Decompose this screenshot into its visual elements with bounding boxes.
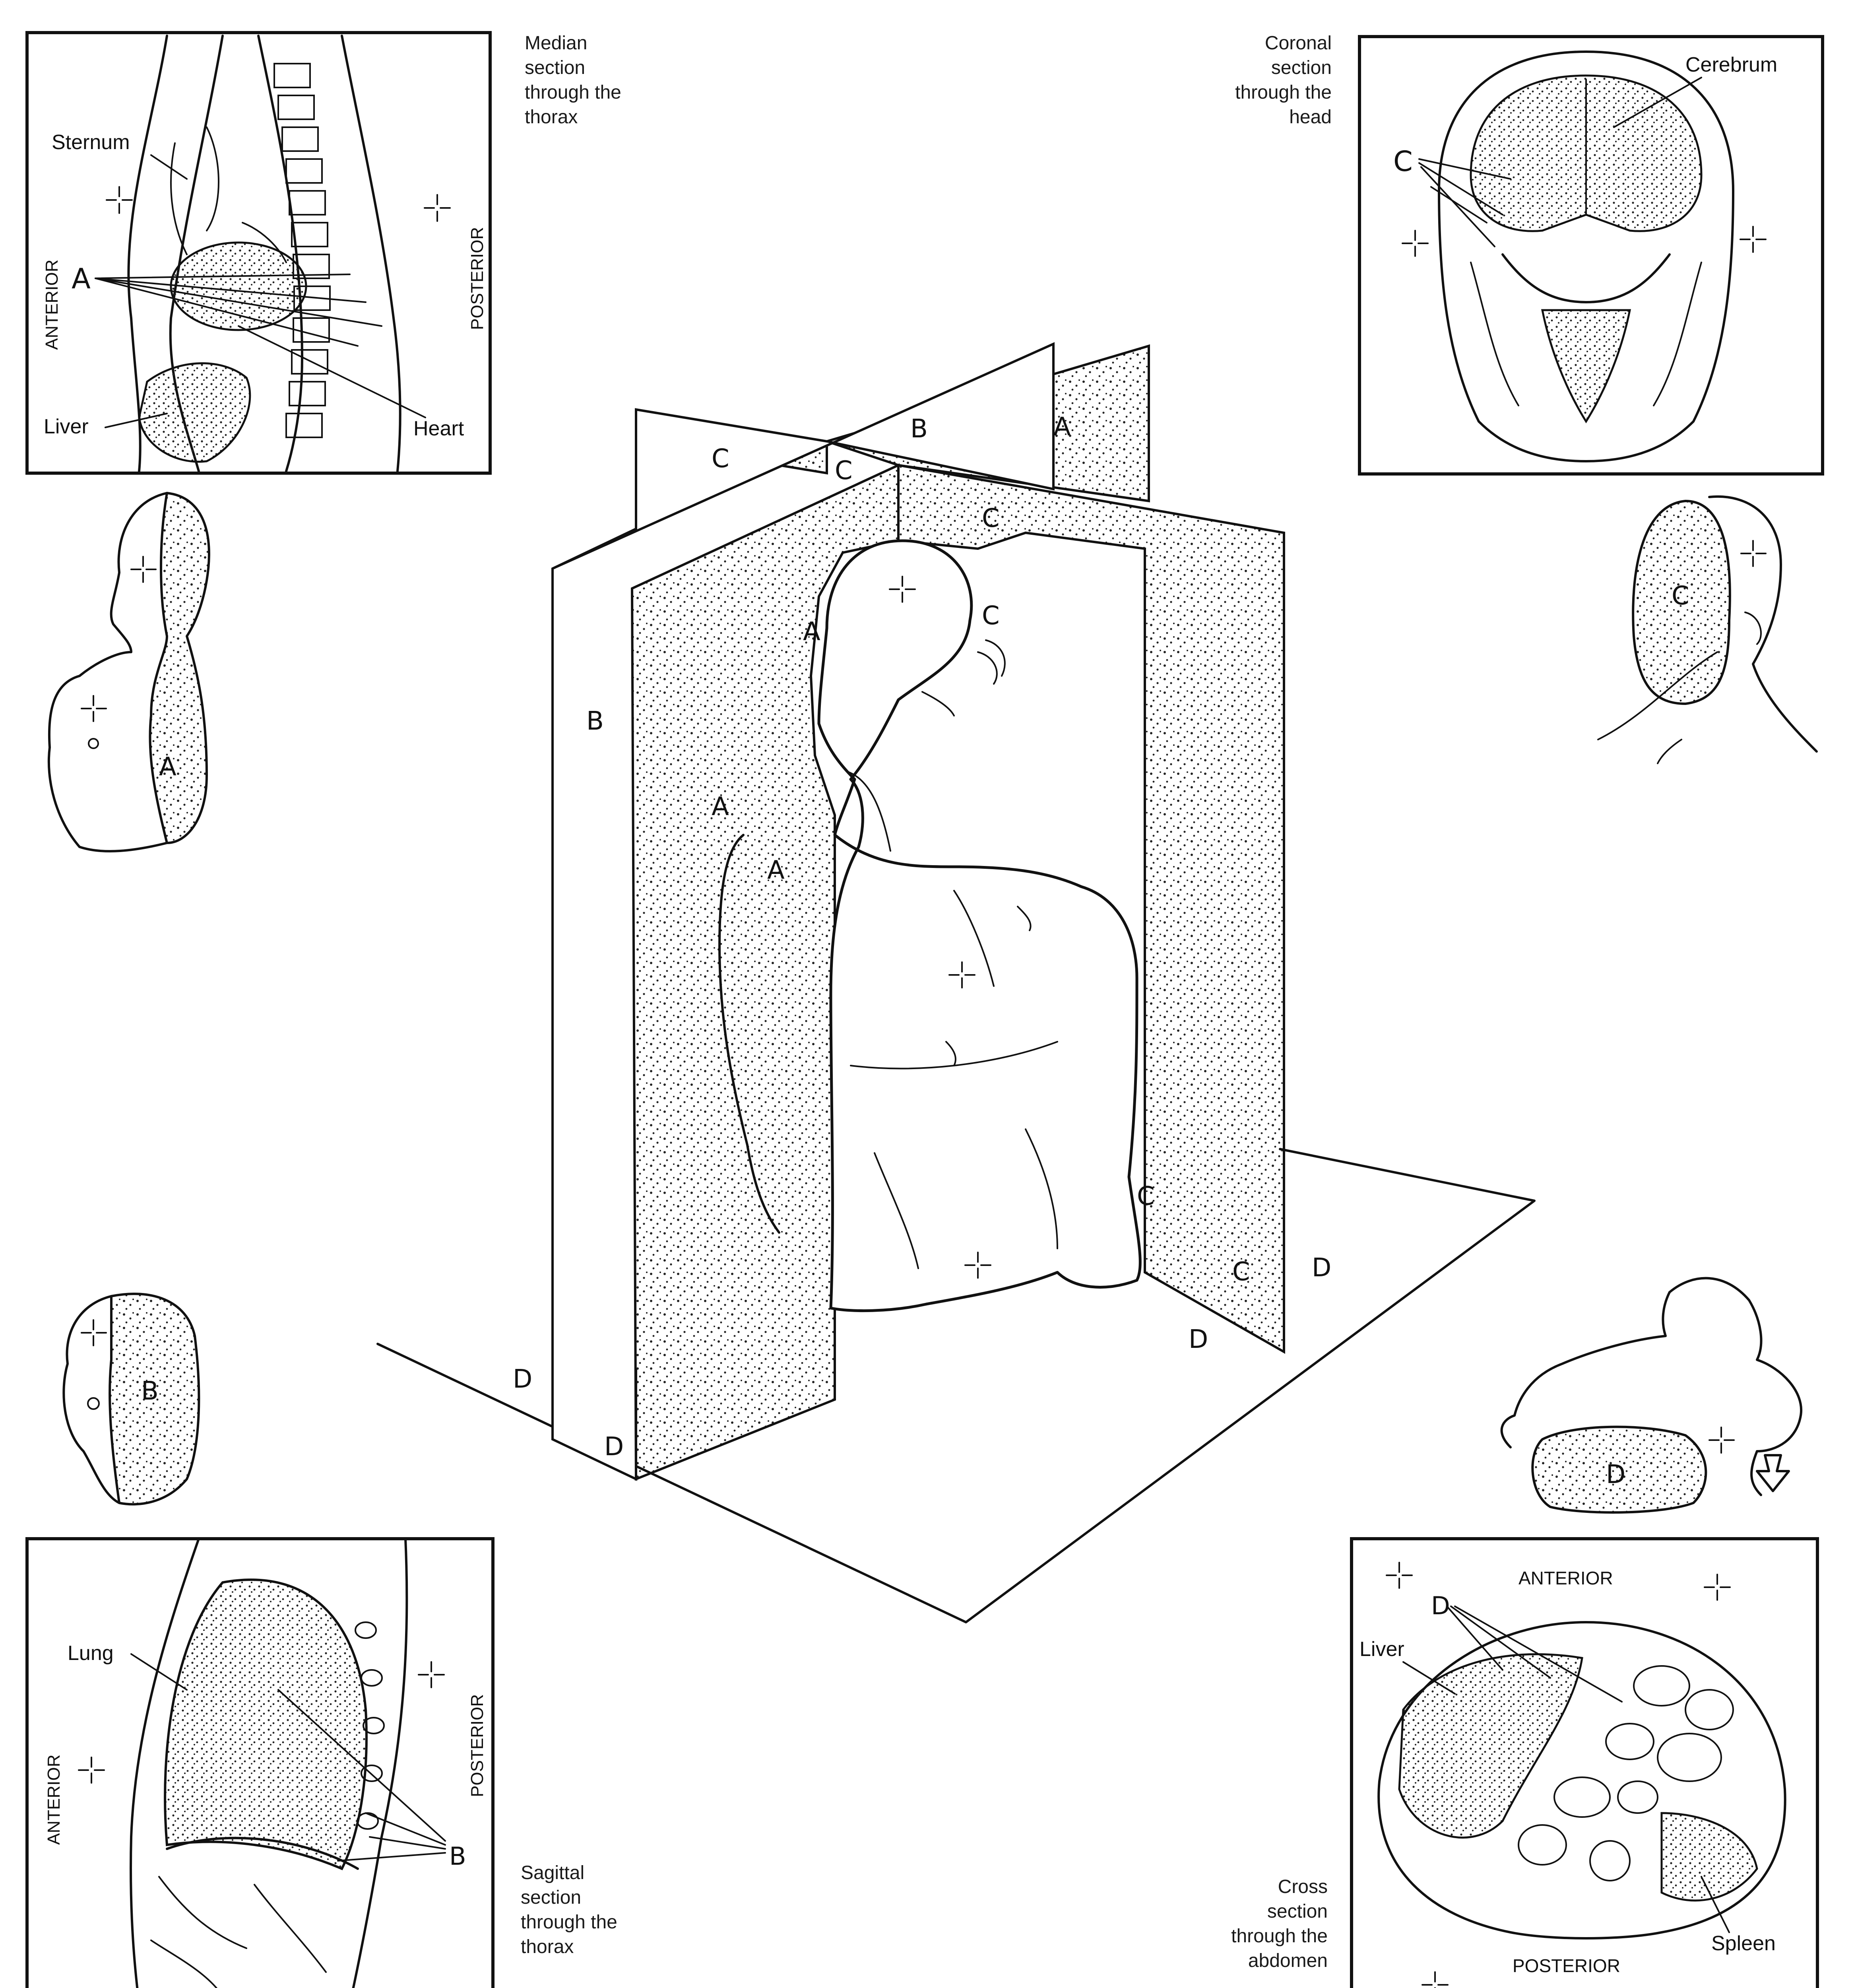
caption-coronal-section: Coronal section through the head xyxy=(1235,33,1332,128)
caption-sagittal-section: Sagittal section through the thorax xyxy=(521,1862,617,1957)
anterior-label: ANTERIOR xyxy=(1518,1568,1613,1588)
center-label-c: C xyxy=(982,601,1000,631)
anterior-label: ANTERIOR xyxy=(44,1754,64,1845)
plane-c-label: C xyxy=(1393,145,1413,178)
center-label-b: B xyxy=(586,707,604,736)
center-label-c: C xyxy=(1232,1257,1250,1287)
posterior-label: POSTERIOR xyxy=(1513,1955,1620,1976)
center-label-c: C xyxy=(835,456,853,485)
left-figure-coronal-cut xyxy=(64,1294,199,1504)
figure-c-label: C xyxy=(1672,581,1689,611)
center-label-a: A xyxy=(1053,412,1071,442)
center-label-b: B xyxy=(910,414,928,444)
figure-d-label: D xyxy=(1606,1460,1626,1489)
figure-b-label: B xyxy=(141,1376,159,1406)
caption-cross-section: Cross section through the abdomen xyxy=(1231,1876,1328,1971)
liver-label: Liver xyxy=(44,415,89,438)
center-label-a: A xyxy=(767,856,785,885)
anterior-label: ANTERIOR xyxy=(42,259,62,350)
coronal-section-panel xyxy=(1359,37,1823,474)
center-label-d: D xyxy=(604,1432,624,1462)
cerebrum-label: Cerebrum xyxy=(1685,53,1778,76)
center-label-a: A xyxy=(712,792,729,821)
plane-a-label: A xyxy=(72,262,91,295)
figure-a-label: A xyxy=(159,752,176,782)
torso-front-half xyxy=(819,541,1140,1311)
center-label-c: C xyxy=(712,444,729,474)
heart-label: Heart xyxy=(413,417,464,440)
liver-label: Liver xyxy=(1359,1638,1404,1661)
spleen-label: Spleen xyxy=(1711,1932,1776,1955)
lung-label: Lung xyxy=(68,1642,114,1665)
center-label-a: A xyxy=(803,617,820,646)
cross-section-panel xyxy=(1352,1539,1817,1988)
posterior-label: POSTERIOR xyxy=(467,1694,487,1797)
right-figure-transverse-cut xyxy=(1502,1278,1801,1512)
center-label-d: D xyxy=(1312,1253,1332,1283)
posterior-label: POSTERIOR xyxy=(467,227,487,330)
plane-d-label: D xyxy=(1431,1591,1450,1620)
sternum-label: Sternum xyxy=(52,131,130,154)
left-figure-sagittal-cut xyxy=(49,493,209,851)
center-label-c: C xyxy=(982,504,1000,533)
median-section-panel xyxy=(27,33,490,473)
center-label-d: D xyxy=(1189,1325,1208,1354)
center-label-c: C xyxy=(1137,1182,1155,1211)
caption-median-section: Median section through the thorax xyxy=(525,33,621,128)
central-planes-figure xyxy=(378,344,1534,1622)
right-figure-head-cut xyxy=(1598,497,1817,763)
center-label-d: D xyxy=(513,1365,533,1394)
sagittal-section-panel xyxy=(27,1539,493,1988)
plane-b-label: B xyxy=(449,1842,466,1871)
